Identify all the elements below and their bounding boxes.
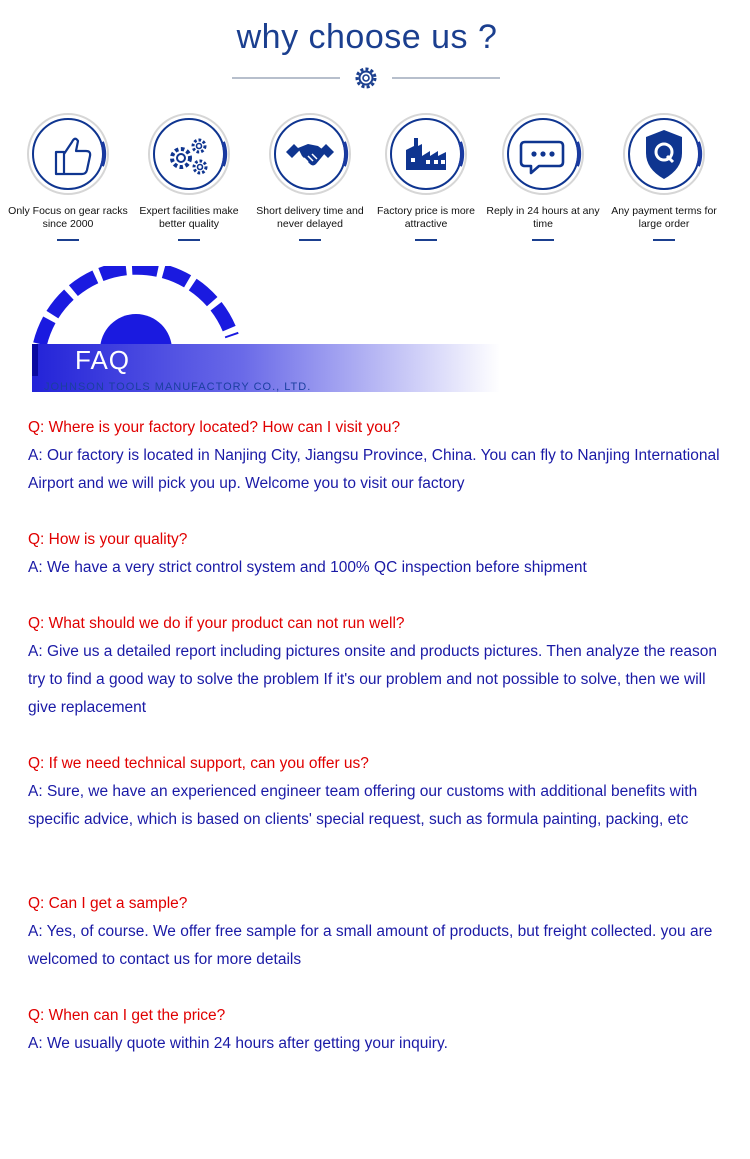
faq-item (28, 526, 728, 582)
feature-list (8, 112, 738, 242)
faq-item (28, 890, 728, 974)
feature-dash (415, 239, 437, 241)
faq-question: Q: When can I get the price? (28, 1007, 226, 1024)
faq-question: Q: Can I get a sample? (28, 895, 188, 912)
feature-caption: Reply in 24 hours at any time (486, 205, 600, 230)
feature-dash (653, 239, 675, 241)
shield-q-icon (622, 112, 706, 196)
gear-icon (357, 69, 375, 87)
feature-item (129, 112, 249, 241)
chat-bubble-icon (501, 112, 585, 196)
faq-banner (0, 266, 520, 396)
feature-caption: Factory price is more attractive (376, 205, 476, 230)
factory-icon (384, 112, 468, 196)
feature-item (8, 112, 128, 241)
feature-dash (299, 239, 321, 241)
faq-item (28, 610, 728, 722)
faq-question: Q: What should we do if your product can not run well? (28, 615, 405, 632)
faq-answer: A: Sure, we have an experienced engineer team offering our customs with additional benefits with specific advice, which is based on clients' special request, such as formula painting, packing, etc (28, 783, 698, 828)
feature-caption: Expert facilities make better quality (139, 205, 239, 230)
feature-caption: Short delivery time and never delayed (256, 205, 364, 230)
faq-answer: A: Yes, of course. We offer free sample for a small amount of products, but freight collected. you are welcomed to contact us for more details (28, 923, 713, 968)
gear-divider (232, 64, 500, 92)
faq-item (28, 414, 728, 498)
feature-item (250, 112, 370, 241)
handshake-icon (268, 112, 352, 196)
company-name: JOHNSON TOOLS MANUFACTORY CO., LTD. (44, 381, 312, 393)
feature-dash (532, 239, 554, 241)
feature-dash (178, 239, 200, 241)
faq-answer: A: Our factory is located in Nanjing City, Jiangsu Province, China. You can fly to Nanjing International Airport and we will pick you up. Welcome you to visit our factory (28, 447, 720, 492)
faq-question: Q: Where is your factory located? How can I visit you? (28, 419, 401, 436)
faq-answer: A: Give us a detailed report including pictures onsite and products pictures. Then analyze the reason try to find a good way to solve the problem If it's our problem and not possible to solve, then we will give replacement (28, 643, 718, 716)
feature-item (366, 112, 486, 241)
faq-question: Q: If we need technical support, can you offer us? (28, 755, 369, 772)
faq-item (28, 750, 728, 834)
feature-item (483, 112, 603, 241)
gears-icon (147, 112, 231, 196)
faq-answer: A: We usually quote within 24 hours after getting your inquiry. (28, 1035, 448, 1052)
faq-answer: A: We have a very strict control system and 100% QC inspection before shipment (28, 559, 587, 576)
feature-caption: Any payment terms for large order (611, 205, 717, 230)
page-title: why choose us ? (236, 18, 498, 56)
feature-dash (57, 239, 79, 241)
feature-item (604, 112, 724, 241)
thumbs-up-icon (26, 112, 110, 196)
feature-caption: Only Focus on gear racks since 2000 (8, 205, 128, 230)
faq-question: Q: How is your quality? (28, 531, 188, 548)
faq-title: FAQ (75, 345, 131, 375)
faq-item (28, 1002, 728, 1058)
